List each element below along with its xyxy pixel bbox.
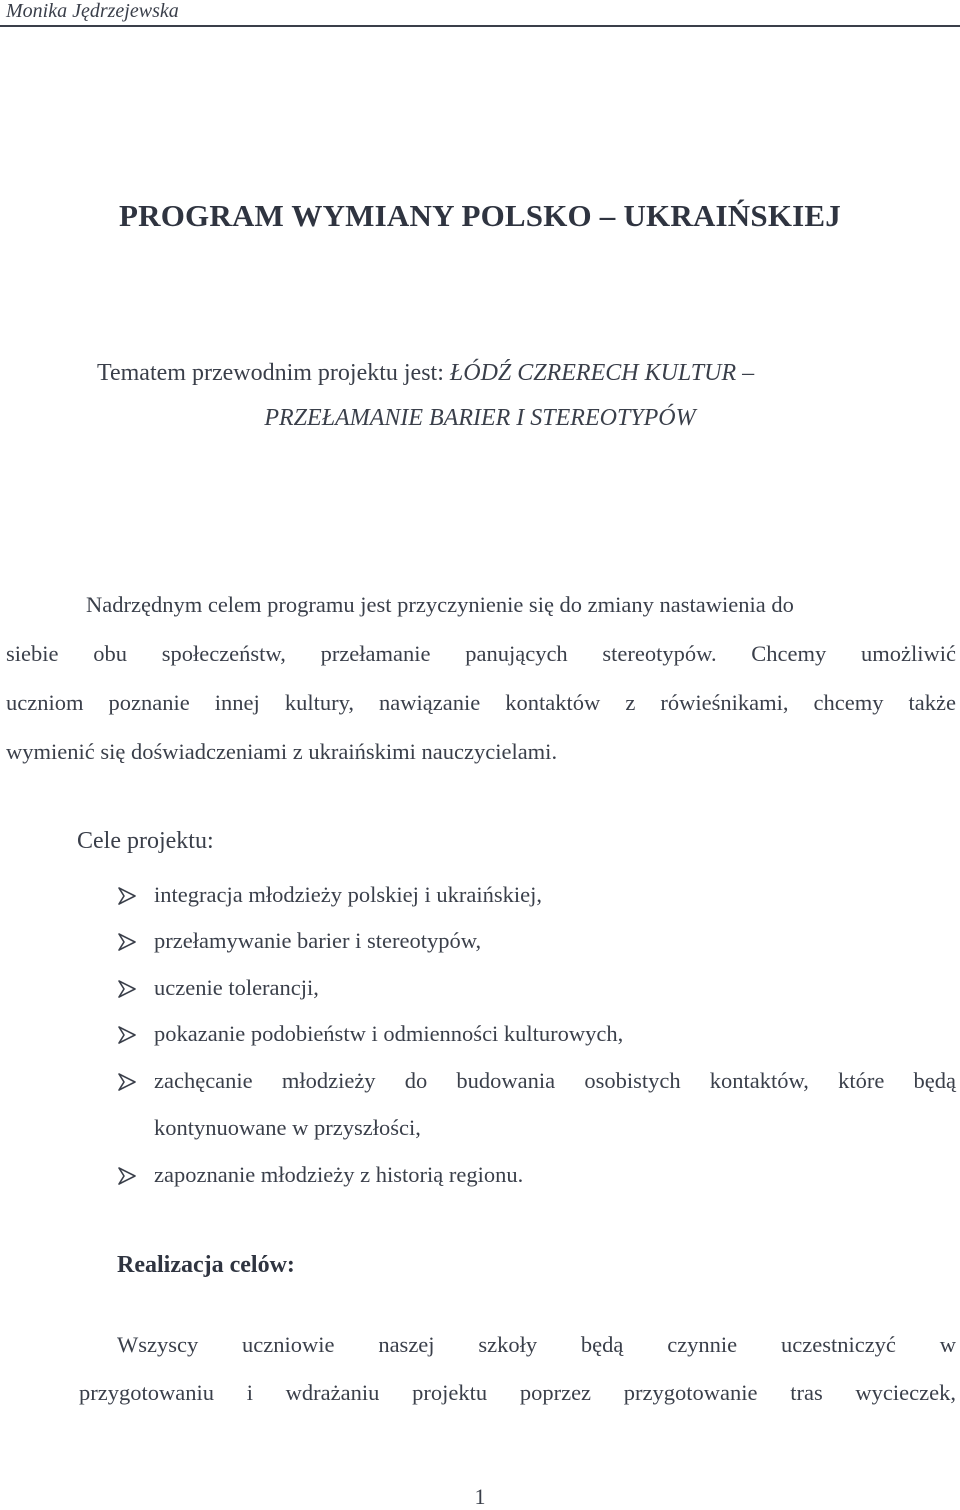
- goal-item: [117, 928, 482, 954]
- goal-item: [117, 882, 543, 908]
- arrowhead-bullet-icon: [117, 1025, 137, 1047]
- goal-item: [117, 1162, 524, 1188]
- goal-item: [117, 1068, 956, 1094]
- goal-item-text: uczenie tolerancji,: [154, 975, 319, 1000]
- intro-line-3: uczniom poznanie innej kultury, nawiązanie kontaktów z rówieśnikami, chcemy także: [6, 690, 956, 715]
- goal-item-text: przełamywanie barier i stereotypów,: [154, 928, 482, 953]
- goal-item: [117, 1021, 624, 1047]
- goal-item-text: pokazanie podobieństw i odmienności kulturowych,: [154, 1021, 624, 1046]
- page-title: PROGRAM WYMIANY POLSKO – UKRAIŃSKIEJ: [119, 198, 841, 233]
- arrowhead-bullet-icon: [117, 1166, 137, 1188]
- goal-item-continuation: kontynuowane w przyszłości,: [154, 1115, 421, 1140]
- realization-line-2: przygotowaniu i wdrażaniu projektu poprzez przygotowanie tras wycieczek,: [79, 1380, 956, 1405]
- goal-item-text: integracja młodzieży polskiej i ukraińskiej,: [154, 882, 543, 907]
- theme-line-1: [97, 360, 754, 387]
- page-number: 1: [474, 1484, 486, 1509]
- intro-line-4: wymienić się doświadczeniami z ukraińskimi nauczycielami.: [6, 739, 558, 764]
- goal-item-text: zachęcanie młodzieży do budowania osobistych kontaktów, które będą: [154, 1068, 956, 1093]
- theme-title-part-2: PRZEŁAMANIE BARIER I STEREOTYPÓW: [264, 405, 696, 431]
- theme-title-part-1: ŁÓDŹ CZRERECH KULTUR –: [449, 360, 755, 386]
- goal-item: [117, 975, 319, 1001]
- realization-heading: Realizacja celów:: [117, 1252, 295, 1278]
- arrowhead-bullet-icon: [117, 932, 137, 954]
- goal-item-text: zapoznanie młodzieży z historią regionu.: [154, 1162, 524, 1187]
- intro-line-2: siebie obu społeczeństw, przełamanie panujących stereotypów. Chcemy umożliwić: [6, 641, 956, 666]
- header-divider: [0, 25, 960, 27]
- theme-prefix: Tematem przewodnim projektu jest:: [97, 360, 450, 386]
- arrowhead-bullet-icon: [117, 886, 137, 908]
- intro-line-1: Nadrzędnym celem programu jest przyczynienie się do zmiany nastawienia do: [86, 592, 794, 617]
- header-author: Monika Jędrzejewska: [6, 0, 179, 22]
- realization-line-1: Wszyscy uczniowie naszej szkoły będą czynnie uczestniczyć w: [117, 1332, 956, 1357]
- goals-heading: Cele projektu:: [77, 828, 214, 854]
- arrowhead-bullet-icon: [117, 979, 137, 1001]
- arrowhead-bullet-icon: [117, 1072, 137, 1094]
